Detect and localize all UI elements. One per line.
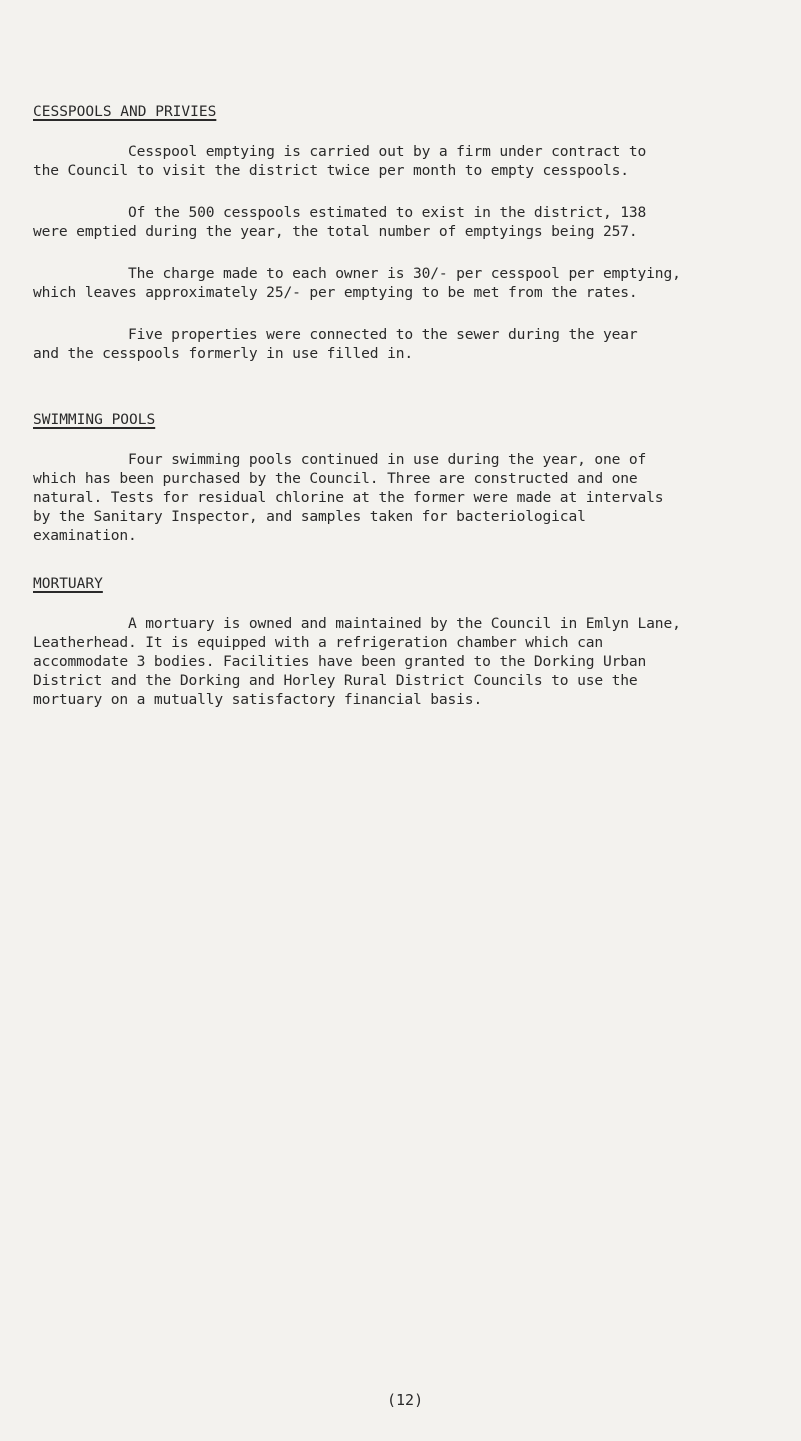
paragraph-swimming-pools: Four swimming pools continued in use during the year, one of which has been purchased by the Council. Three are constructed and one natural. Tests for residual chlorine at the former were made at intervals by the Sanitary Inspector, and samples taken for bacteriological examination. [33,451,664,544]
paragraph-cesspool-numbers: Of the 500 cesspools estimated to exist in the district, 138 were emptied during the year, the total number of emptyings being 257. [33,204,647,240]
paragraph-sewer-connections: Five properties were connected to the sewer during the year and the cesspools formerly in use filled in. [33,326,638,362]
paragraph-cesspool-charge: The charge made to each owner is 30/- per cesspool per emptying, which leaves approximately 25/- per emptying to be met from the rates. [33,265,681,301]
heading-mortuary: MORTUARY [33,576,103,592]
page-number: (12) [387,1391,424,1409]
heading-cesspools: CESSPOOLS AND PRIVIES [33,104,217,120]
paragraph-cesspool-emptying: Cesspool emptying is carried out by a firm under contract to the Council to visit the district twice per month to empty cesspools. [33,143,647,179]
paragraph-mortuary: A mortuary is owned and maintained by the Council in Emlyn Lane, Leatherhead. It is equipped with a refrigeration chamber which can accommodate 3 bodies. Facilities have been granted to the Dorking Urban District and the Dorking and Horley Rural District Councils to use the mortuary on a mutually satisfactory financial basis. [33,615,681,708]
heading-swimming-pools: SWIMMING POOLS [33,412,156,428]
